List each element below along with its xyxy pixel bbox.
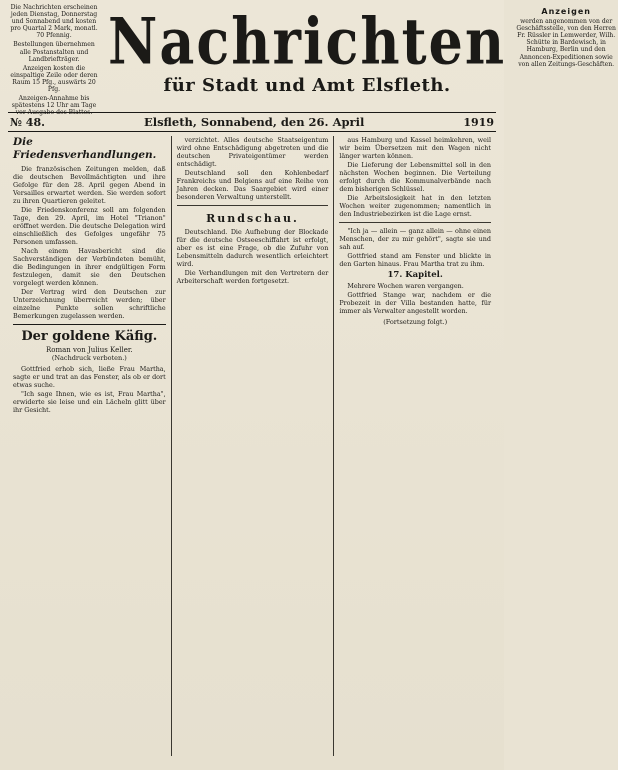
chapter-heading: 17. Kapitel. — [387, 270, 443, 280]
chapter-paragraph: Mehrere Wochen waren vergangen. — [347, 282, 464, 290]
year: 1919 — [463, 115, 494, 129]
column-3 — [333, 136, 496, 756]
divider — [13, 324, 166, 325]
newspaper-subtitle: für Stadt und Amt Elsfleth. — [163, 75, 451, 96]
novel-author: Roman von Julius Keller. — [46, 346, 133, 354]
article-paragraph: Nach einem Havasbericht sind die Sachverständigen der Verbündeten bemüht, die Bedingungen in ihrer endgültigen Form festzulegen, damit sie den Deutschen vorgelegt werden können. — [13, 247, 166, 287]
info-line: Die Nachrichten erscheinen jeden Dienstag, Donnerstag und Sonnabend und kosten pro Quartal 2 Mark, monatl. 70 Pfennig. — [10, 4, 98, 40]
article-paragraph: Deutschland soll den Kohlenbedarf Frankreichs und Belgiens auf eine Reihe von Jahren decken. Das Saargebiet wird einer besonderen Verwaltung unterstellt. — [176, 169, 329, 201]
article-paragraph: Die Arbeitslosigkeit hat in den letzten Wochen weiter zugenommen; namentlich in den Industriebezirken ist die Lage ernst. — [339, 194, 491, 218]
place-date: Elsfleth, Sonnabend, den 26. April — [143, 115, 365, 129]
chapter-paragraph: Gottfried Stange war, nachdem er die Probezeit in der Villa bestanden hatte, für immer als Verwalter angestellt worden. — [339, 291, 491, 315]
ad-text: werden angenommen von der Geschäftsstelle, von den Herren Fr. Rüssler in Lemwerder, Wilh. Schütte in Bardewisch, in Hamburg, Berlin und den Annoncen-Expeditionen sowie von allen Zeitungs-Geschäften. — [516, 18, 616, 68]
article-paragraph: Die Friedenskonferenz soll am folgenden Tage, den 29. April, im Hotel "Trianon" eröffnet werden. Die deutsche Delegation wird einschließlich des Gefolges ungefähr 75 Personen umfassen. — [13, 206, 166, 246]
info-line: Bestellungen übernehmen alle Postanstalten und Landbriefträger. — [13, 41, 95, 63]
story-paragraph: Gottfried stand am Fenster und blickte in den Garten hinaus. Frau Martha trat zu ihm. — [339, 252, 491, 268]
novel-paragraph: Gottfried erhob sich, ließe Frau Martha, sagte er und trat an das Fenster, als ob er dort etwas suche. — [13, 365, 166, 389]
article-paragraph: Die französischen Zeitungen melden, daß die deutschen Bevollmächtigten und ihre Gefolge für den 28. April gegen Abend in Versailles erwartet werden. Sie werden sofort zu ihren Quartieren geleitet. — [13, 165, 166, 205]
rundschau-paragraph: Die Verhandlungen mit den Vertretern der Arbeiterschaft werden fortgesetzt. — [176, 269, 329, 285]
article-paragraph: Der Vertrag wird den Deutschen zur Unterzeichnung überreicht werden; über einzelne Punkte sollen schriftliche Bemerkungen zugelassen werden. — [13, 288, 166, 320]
story-paragraph: "Ich ja — allein — ganz allein — ohne einen Menschen, der zu mir gehört", sagte sie und sah auf. — [339, 227, 491, 251]
article-columns — [8, 136, 496, 756]
info-line: Anzeigen-Annahme bis spätestens 12 Uhr am Tage vor Ausgabe des Blattes. — [11, 95, 97, 117]
article-heading: Die Friedensverhandlungen. — [13, 136, 157, 161]
novel-note: (Nachdruck verboten.) — [51, 354, 127, 362]
novel-paragraph: "Ich sage Ihnen, wie es ist, Frau Martha", erwiderte sie leise und ein Lächeln glitt über ihr Gesicht. — [13, 390, 166, 414]
title-block — [108, 4, 506, 108]
novel-title: Der goldene Käfig. — [21, 329, 158, 344]
article-paragraph: Die Lieferung der Lebensmittel soll in den nächsten Wochen beginnen. Die Verteilung erfolgt durch die Kommunalverbände nach dem bisherigen Schlüssel. — [339, 161, 491, 193]
article-paragraph: verzichtet. Alles deutsche Staatseigentum wird ohne Entschädigung abgetreten und die deutschen Privateigentümer werden entschädigt. — [176, 136, 329, 168]
rundschau-paragraph: Deutschland. Die Aufhebung der Blockade für die deutsche Ostseeschiffahrt ist erfolgt, aber es ist eine Frage, ob die Zufuhr von Lebensmitteln dadurch wesentlich erleichtert wird. — [176, 228, 329, 268]
advertising-info-box — [514, 4, 618, 108]
column-1 — [8, 136, 171, 756]
continuation-note: (Fortsetzung folgt.) — [383, 318, 448, 326]
column-2 — [171, 136, 334, 756]
issue-number: № 48. — [10, 115, 45, 129]
masthead — [8, 3, 616, 117]
subscription-info-box — [8, 4, 100, 117]
newspaper-title: Nachrichten — [108, 3, 507, 79]
ad-heading: Anzeigen — [541, 7, 591, 16]
article-paragraph: aus Hamburg und Kassel heimkehren, weil wir beim Übersetzen mit den Wagen nicht länger warten können. — [339, 136, 491, 160]
section-heading-rundschau: Rundschau. — [206, 212, 299, 225]
info-line: Anzeigen kosten die einspaltige Zeile oder deren Raum 15 Pfg., auswärts 20 Pfg. — [10, 64, 98, 94]
divider — [177, 205, 329, 206]
divider — [339, 222, 491, 223]
dateline — [8, 112, 496, 132]
